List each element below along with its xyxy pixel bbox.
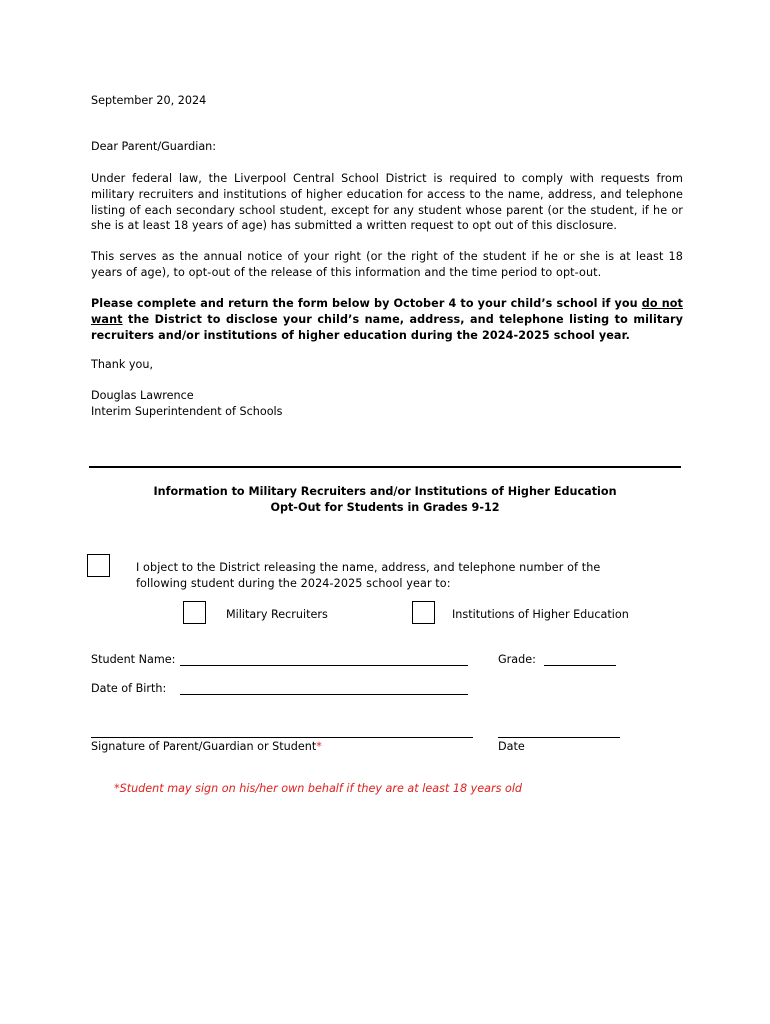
- student-name-field[interactable]: [180, 665, 468, 666]
- section-divider: [89, 466, 681, 468]
- paragraph-annual-notice: This serves as the annual notice of your right (or the right of the student if he or she is at least 18 years of age), to opt-out of the release of this information and the time period to opt-out.: [91, 250, 683, 279]
- letter-date: September 20, 2024: [91, 94, 207, 107]
- instructions-part1: Please complete and return the form below by October 4 to your child’s school if you: [91, 297, 642, 310]
- signer-title: Interim Superintendent of Schools: [91, 405, 283, 418]
- dob-field[interactable]: [180, 694, 468, 695]
- instructions-underlined: do not want: [91, 297, 683, 326]
- military-recruiters-checkbox[interactable]: [183, 601, 206, 624]
- date-field[interactable]: [498, 737, 620, 738]
- objection-checkbox[interactable]: [87, 554, 110, 577]
- form-title-line2: Opt-Out for Students in Grades 9-12: [270, 500, 500, 514]
- instructions-part2: the District to disclose your child’s name, address, and telephone listing to military recruiters and/or institutions of higher education during the 2024-2025 school year.: [91, 312, 683, 342]
- date-label: Date: [498, 740, 525, 753]
- higher-education-checkbox[interactable]: [412, 601, 435, 624]
- grade-field[interactable]: [544, 665, 616, 666]
- closing: Thank you,: [91, 358, 154, 371]
- grade-label: Grade:: [498, 653, 536, 666]
- paragraph-federal-law: Under federal law, the Liverpool Central School District is required to comply with requests from military recruiters and institutions of higher education for access to the name, address, and telephone listing of each secondary school student, except for any student whose parent (or the student, if he or she is at least 18 years of age) has submitted a written request to opt out of this disclosure.: [91, 172, 683, 233]
- paragraph-instructions: [91, 296, 683, 343]
- signer-name: Douglas Lawrence: [91, 389, 194, 402]
- dob-label: Date of Birth:: [91, 682, 167, 695]
- form-title: [89, 484, 681, 515]
- form-title-line1: Information to Military Recruiters and/or Institutions of Higher Education: [153, 485, 617, 498]
- signature-asterisk: *: [316, 740, 322, 753]
- student-name-label: Student Name:: [91, 653, 176, 666]
- military-recruiters-label: Military Recruiters: [226, 608, 328, 621]
- footnote: *Student may sign on his/her own behalf if they are at least 18 years old: [114, 782, 523, 795]
- objection-text: I object to the District releasing the name, address, and telephone number of the following student during the 2024-2025 school year to:: [136, 561, 601, 590]
- signature-label: Signature of Parent/Guardian or Student: [91, 740, 317, 753]
- salutation: Dear Parent/Guardian:: [91, 140, 217, 153]
- signature-label-wrap: [91, 740, 322, 753]
- signature-field[interactable]: [91, 737, 473, 738]
- higher-education-label: Institutions of Higher Education: [452, 608, 629, 621]
